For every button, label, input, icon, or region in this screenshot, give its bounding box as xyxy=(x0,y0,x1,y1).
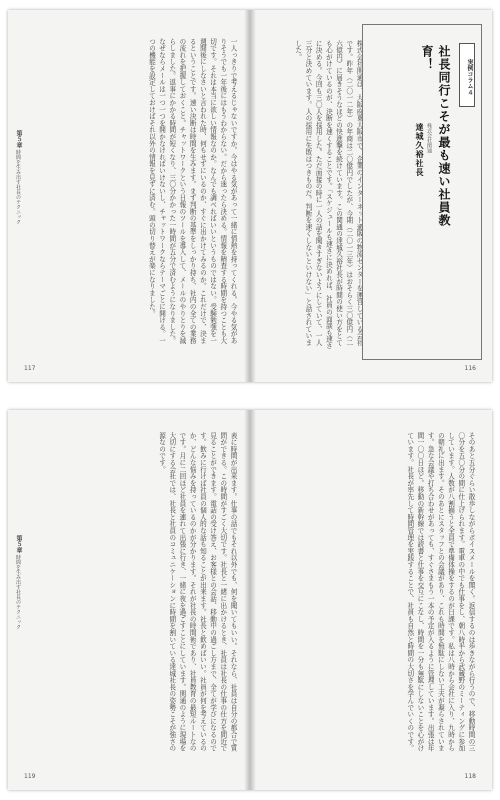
sidebar-chapter-label: 第５章 xyxy=(15,535,22,553)
sidebar-caption: 時間を生み出す社長のテクニック xyxy=(15,554,21,630)
page-118 xyxy=(250,410,492,790)
page-number: 119 xyxy=(24,773,36,780)
chapter-sidebar-tab xyxy=(14,130,23,225)
page-117 xyxy=(8,10,250,382)
body-text: 一人っきりで考えるじゃないですか。今はやる気があって一緒に情熱を持ってくれる。今やる気がありそうでも一年後にはもうわからない。だから迷ったら決める。情報を精査する時間を持つことも大切です。それは本当に欲しい情報なのか。なんでも調べればいいというものではない。受験勉強を一週間後にしなさいと言われた時、何もせずにいるのか、すぐに出かけてみるのか。これだけで、決まるということです。速い決断は時間を生みます。まず判断の基準をしっかり持ち、社内の全ての業務の流れを把握しておくこと。チャットワークという日報のツールを導入して、メールのやりとりを減らしました。返事にかかる時間が短くなり、三〇分かかった一時間が五分で済むようになりました。なぜならメールは一つ一つを開かなければいけないし、チャットワークならテーマごとに開ける。一つの機能を設定しておけばそれ以外の情報を見ずに済む。頭の切り替えが楽になりました。 xyxy=(147,38,237,344)
sidebar-chapter-label: 第５章 xyxy=(15,130,22,148)
body-text: 株式会社関通は、大阪府東大阪市で、企業のインターネット通販の物流センターを運営している会社です。昨年（二〇一二年）の年商は二〇億円でしたが、今期（二〇一三年）はおそらく三〇億円（二六億円）に届きそうなほどの快進撃を続けています。この関通の達城久裕社長が時間の使い方をとても心がけているのが、決断を速くすることです。「スケジュールも速さに決めれば、社員の面談も速さに決める。今回も三〇人を採用した。ただ面接の時に一人の話を聞きすぎないようにしていて、一人三分と決めています。人の採用に失敗はつきものだ。判断を速くしないといけない」と話されていました。 xyxy=(293,40,363,350)
page-116 xyxy=(250,10,492,382)
author-company: 株式会社関通 xyxy=(426,123,432,153)
page-number: 116 xyxy=(464,365,476,372)
book-spread-top xyxy=(8,10,492,382)
column-tag: 実例コラム４ xyxy=(459,43,475,107)
author-name: 達城久裕社長 xyxy=(415,123,424,177)
page-number: 118 xyxy=(464,773,476,780)
body-text: 表に時間が出来ます。仕事の話でもそれ以外でも、何を聞いてもいい。それなら、社員は自分の都合で質問ができる。この時間がすごく大切です。社長と一緒に出かけるとき、社員は社長の仕事の仕方を間近で見ることができます。電話の受け答え、お客様との会話、移動中の過ごし方まで、全てが学びになるのです。飲みに行けば社員の個人的な話も知ることが出来ます。社長と飲めばいい。社員が何を考えているのか、どんな悩みを持っているのかが分かります。それが社長の時間術であり、社員教育の最短ルートなのです。月に二回ほど社員を連れて出張に行き、一緒に夜を過ごすことにしています。関通のように現場を大切にする会社では、社長と社員のコミュニケーションに時間を割いている達城社長の姿勢こそが強さの源なのです。 xyxy=(157,432,237,752)
column-header-box xyxy=(362,24,482,360)
book-gutter-shadow xyxy=(244,10,256,382)
page-119 xyxy=(8,410,250,790)
column-title: 社長同行こそが最も速い社員教育！ xyxy=(420,45,451,227)
chapter-sidebar-tab xyxy=(14,535,23,630)
sidebar-caption: 時間を生み出す社長のテクニック xyxy=(15,149,21,225)
book-gutter-shadow xyxy=(244,410,256,790)
body-text: そのあと五分ぐらい散歩しながらボイスメールを聞く。返信するのは歩きながら行うので、移動時間の三〇分を五〇分の間に仕上げられます。電車の中でも仕事をし、朝八時半から武蔵野のミーティングに参加しています。人数が八割揃うと全員で準備体操をするのが日課です。私は八時から会社に入り、九時からの朝礼に出ます。そのあとにスタッフとの会議があり、これも時間を無駄にしない工夫が凝らされています。急な会議や打ち合わせがあっても、すぐさまもう一本の予定が入るように管理しています。出張は年間一〇〇日ほど。移動の新幹線では読書と仕事を交互にこなし、時間を一分も無駄にしないことを心がけています。社長が率先して時間管理を実践することで、社員も自然と時間の大切さを学んでいくのです。 xyxy=(405,432,475,752)
page-number: 117 xyxy=(24,365,36,372)
book-spread-bottom xyxy=(8,410,492,790)
